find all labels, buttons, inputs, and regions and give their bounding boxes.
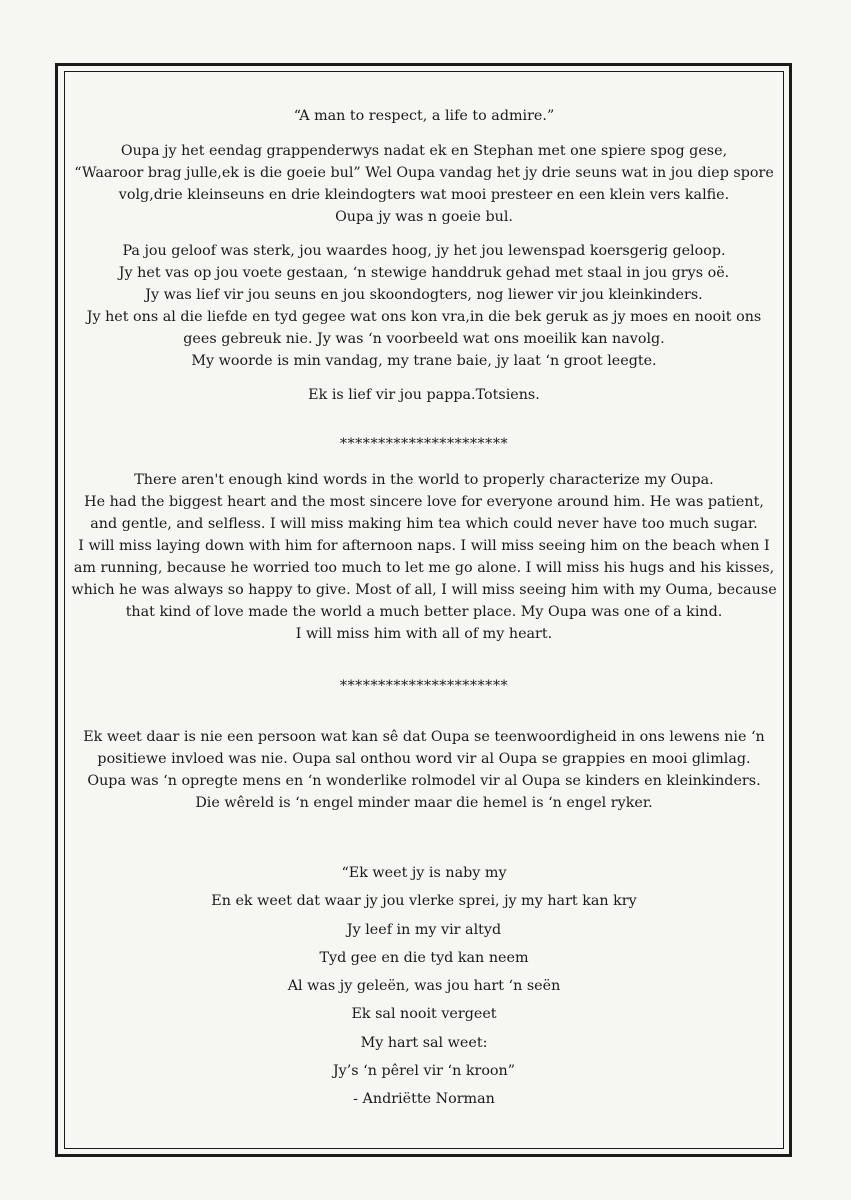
poem-line: “Ek weet jy is naby my bbox=[341, 865, 507, 881]
poem bbox=[64, 859, 784, 1114]
poem-line: Jy’s ‘n pêrel vir ‘n kroon” bbox=[332, 1063, 516, 1080]
text-line: am running, because he worried too much to let me go alone. I will miss his hugs and his kisses, bbox=[73, 560, 775, 576]
text-line: that kind of love made the world a much better place. My Oupa was one of a kind. bbox=[125, 604, 723, 620]
text-line: He had the biggest heart and the most sincere love for everyone around him. He was patient, bbox=[84, 494, 764, 510]
text-line: Oupa jy was n goeie bul. bbox=[335, 209, 513, 225]
poem-line: Ek sal nooit vergeet bbox=[351, 1006, 497, 1023]
poem-line: Tyd gee en die tyd kan neem bbox=[319, 949, 529, 966]
text-line: which he was always so happy to give. Most of all, I will miss seeing him with my Ouma, because bbox=[71, 582, 777, 598]
text-line: I will miss laying down with him for afternoon naps. I will miss seeing him on the beach when I bbox=[78, 538, 770, 554]
text-line: I will miss him with all of my heart. bbox=[295, 626, 553, 642]
poem-line: My hart sal weet: bbox=[360, 1034, 488, 1051]
text-line: and gentle, and selfless. I will miss making him tea which could never have too much sugar. bbox=[90, 516, 758, 532]
closing-line: Ek is lief vir jou pappa.Totsiens. bbox=[308, 387, 540, 403]
star-separator: ********************** bbox=[339, 436, 509, 452]
text-line: gees gebreuk nie. Jy was ‘n voorbeeld wat ons moeilik kan navolg. bbox=[183, 331, 665, 347]
tribute-page bbox=[64, 71, 784, 1149]
text-line: Pa jou geloof was sterk, jou waardes hoog, jy het jou lewenspad koersgerig geloop. bbox=[122, 243, 726, 259]
star-separator: ********************** bbox=[339, 678, 509, 694]
text-line: Oupa was ‘n opregte mens en ‘n wonderlike rolmodel vir al Oupa se kinders en kleinkinders. bbox=[87, 773, 761, 789]
tribute-heading: “A man to respect, a life to admire.” bbox=[293, 108, 555, 124]
paragraph-2 bbox=[64, 240, 784, 372]
text-line: Die wêreld is ‘n engel minder maar die hemel is ‘n engel ryker. bbox=[195, 795, 653, 811]
text-line: volg,drie kleinseuns en drie kleindogters wat mooi presteer en een klein vers kalfie. bbox=[118, 187, 730, 203]
text-line: Jy het vas op jou voete gestaan, ‘n stewige handdruk gehad met staal in jou grys oë. bbox=[118, 265, 730, 281]
text-line: Jy het ons al die liefde en tyd gegee wat ons kon vra,in die bek geruk as jy moes en nooit ons bbox=[86, 309, 762, 325]
poem-line: Jy leef in my vir altyd bbox=[346, 921, 502, 938]
text-line: “Waaroor brag julle,ek is die goeie bul” Wel Oupa vandag het jy drie seuns wat in jou diep spore bbox=[74, 165, 774, 181]
poem-line: En ek weet dat waar jy jou vlerke sprei, jy my hart kan kry bbox=[211, 893, 637, 910]
tribute-section-2 bbox=[64, 469, 784, 645]
text-line: Ek weet daar is nie een persoon wat kan sê dat Oupa se teenwoordigheid in ons lewens nie ‘n bbox=[83, 729, 765, 745]
paragraph-1 bbox=[64, 140, 784, 228]
text-line: My woorde is min vandag, my trane baie, jy laat ‘n groot leegte. bbox=[191, 353, 657, 369]
tribute-section-1 bbox=[64, 105, 784, 406]
text-line: positiewe invloed was nie. Oupa sal onthou word vir al Oupa se grappies en mooi glimlag. bbox=[97, 751, 751, 767]
poem-author: - Andriëtte Norman bbox=[353, 1091, 495, 1108]
text-line: Oupa jy het eendag grappenderwys nadat ek en Stephan met one spiere spog gese, bbox=[120, 143, 728, 159]
text-line: There aren't enough kind words in the world to properly characterize my Oupa. bbox=[134, 472, 714, 488]
separator-1 bbox=[64, 433, 784, 455]
poem-line: Al was jy geleën, was jou hart ‘n seën bbox=[287, 978, 561, 995]
separator-2 bbox=[64, 675, 784, 697]
tribute-section-3 bbox=[64, 726, 784, 814]
text-line: Jy was lief vir jou seuns en jou skoondogters, nog liewer vir jou kleinkinders. bbox=[145, 287, 703, 303]
